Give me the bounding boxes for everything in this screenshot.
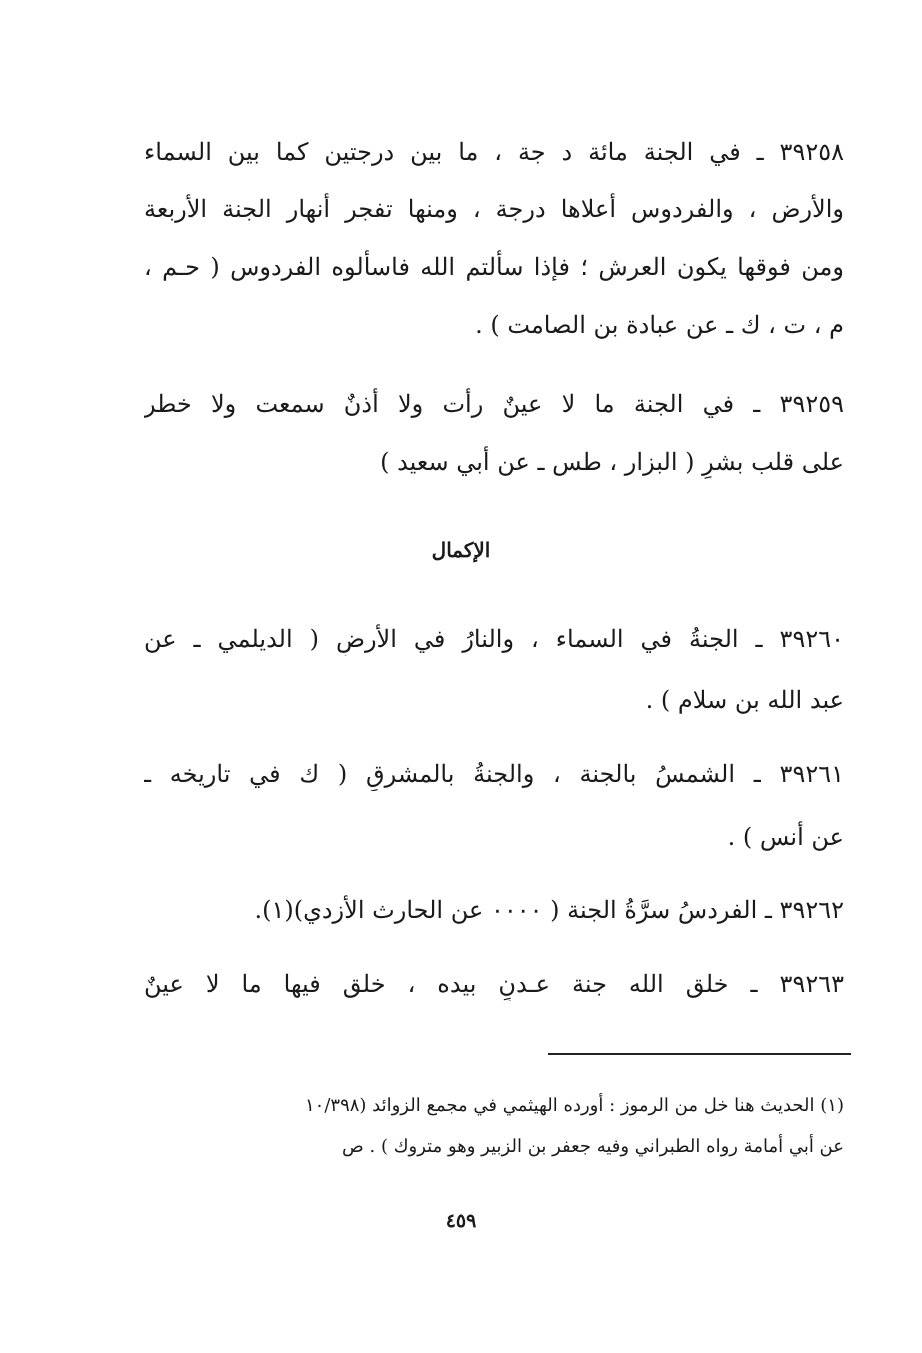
hadith-39260-line-2: عبد الله بن سلام ) . [645,686,844,714]
hadith-39263-line-1: ٣٩٢٦٣ ـ خلق الله جنة عـدنٍ بيده ، خلق فيها ما لا عينٌ [144,970,844,998]
footnote-line-1: (١) الحديث هنا خل من الرموز : أورده الهيثمي في مجمع الزوائد (١٠/٣٩٨ [305,1095,844,1116]
hadith-39258-line-1: ٣٩٢٥٨ ـ في الجنة مائة د جة ، ما بين درجتين كما بين السماء [144,138,844,166]
hadith-39258-line-4: م ، ت ، ك ـ عن عبادة بن الصامت ) . [475,311,844,339]
hadith-39259-line-1: ٣٩٢٥٩ ـ في الجنة ما لا عينٌ رأت ولا أذنٌ سمعت ولا خطر [144,390,844,418]
hadith-39261-line-1: ٣٩٢٦١ ـ الشمسُ بالجنة ، والجنةُ بالمشرقِ ( ك في تاريخه ـ [144,760,844,788]
hadith-39258-line-2: والأرض ، والفردوس أعلاها درجة ، ومنها تفجر أنهار الجنة الأربعة [144,195,844,223]
footnote-line-2: عن أبي أمامة رواه الطبراني وفيه جعفر بن الزبير وهو متروك ) . ص [342,1136,844,1157]
footnote-separator [548,1053,851,1055]
page-number: ٤٥٩ [445,1210,477,1232]
hadith-39262-line-1: ٣٩٢٦٢ ـ الفردسُ سرَّةُ الجنة ( ٠٠٠٠ عن الحارث الأزدي)(١). [254,896,844,924]
hadith-39258-line-3: ومن فوقها يكون العرش ؛ فإذا سألتم الله فاسألوه الفردوس ( حـم ، [144,253,844,281]
section-heading: الإكمال [431,538,491,562]
hadith-39259-line-2: على قلب بشرٍ ( البزار ، طس ـ عن أبي سعيد ) [380,448,844,476]
hadith-39260-line-1: ٣٩٢٦٠ ـ الجنةُ في السماء ، والنارُ في الأرضِ ( الديلمي ـ عن [144,625,844,653]
hadith-39261-line-2: عن أنس ) . [727,823,844,851]
